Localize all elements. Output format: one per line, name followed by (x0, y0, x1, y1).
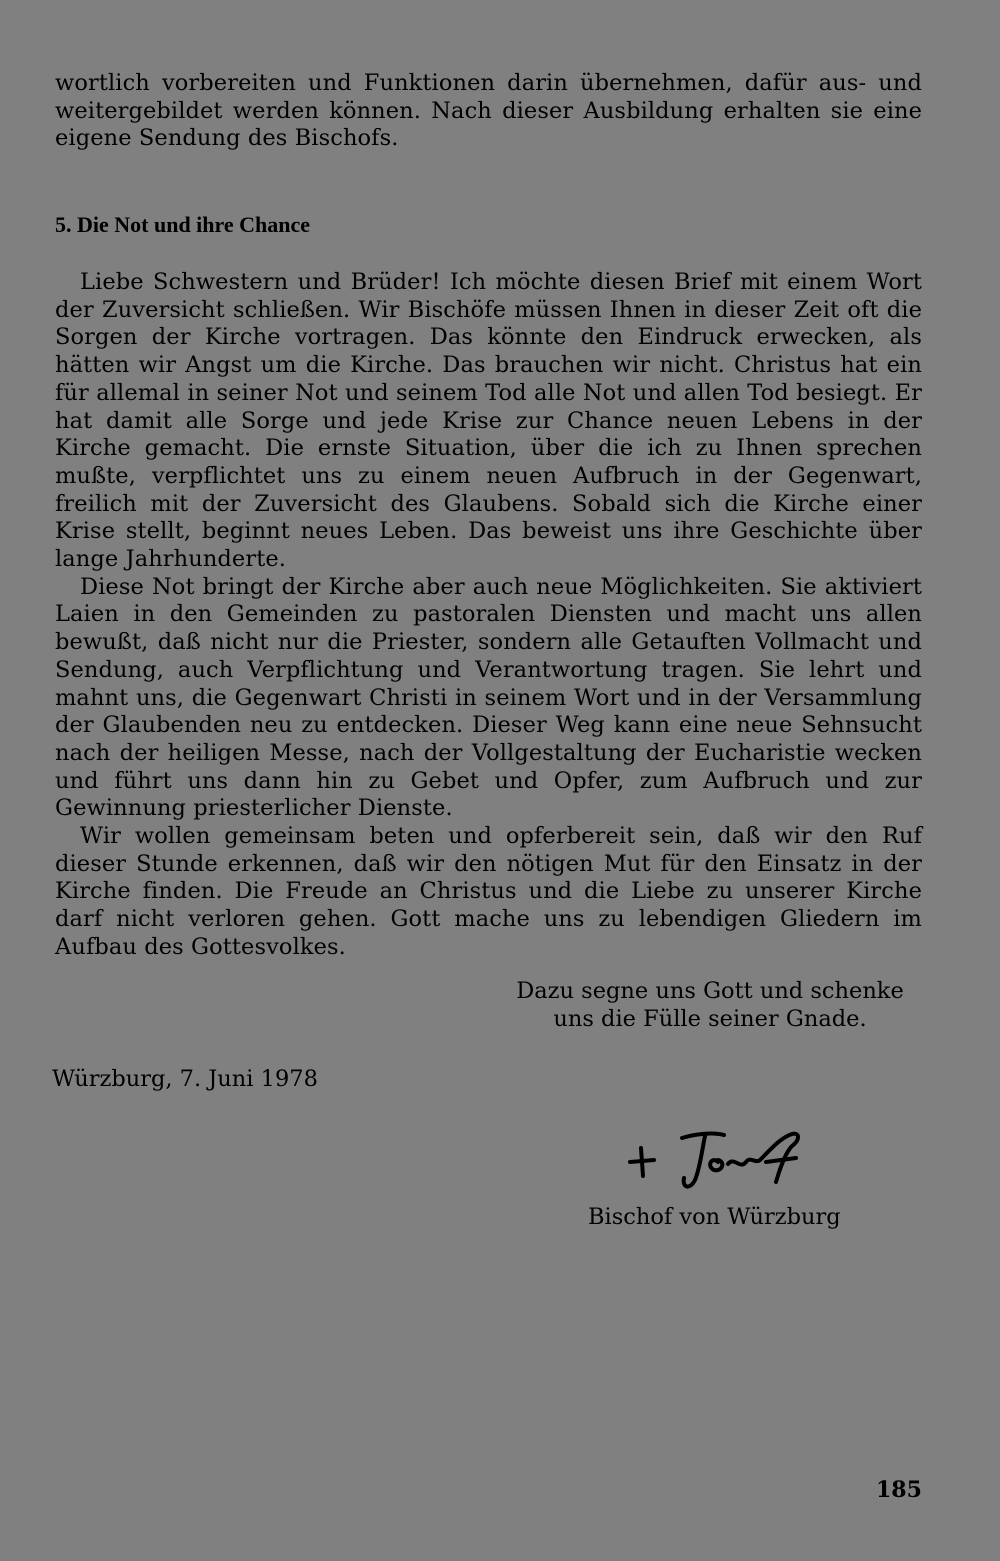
section-body (55, 269, 922, 962)
closing-blessing (500, 977, 920, 1033)
section-heading: 5. Die Not und ihre Chance (55, 212, 311, 237)
signer-title: Bischof von Würzburg (588, 1204, 841, 1230)
paragraph-1: Liebe Schwestern und Brüder! Ich möchte diesen Brief mit einem Wort der Zuversicht schließen. Wir Bischöfe müssen Ihnen in dieser Zeit oft die Sorgen der Kirche vortragen. Das könnte den Eindruck erwecken, als hätten wir Angst um die Kirche. Das brauchen wir nicht. Christus hat ein für allemal in seiner Not und seinem Tod alle Not und allen Tod besiegt. Er hat damit alle Sorge und jede Krise zur Chance neuen Lebens in der Kirche gemacht. Die ernste Situation, über die ich zu Ihnen sprechen mußte, verpflichtet uns zu einem neuen Aufbruch in der Gegenwart, freilich mit der Zuversicht des Glaubens. Sobald sich die Kirche einer Krise stellt, beginnt neues Leben. Das beweist uns ihre Geschichte über lange Jahrhunderte. (55, 269, 922, 573)
blessing-line-1: Dazu segne uns Gott und schenke (516, 978, 904, 1004)
blessing-line-2: uns die Fülle seiner Gnade. (553, 1006, 867, 1032)
paragraph-3: Wir wollen gemeinsam beten und opferbereit sein, daß wir den Ruf dieser Stunde erkennen, daß wir den nötigen Mut für den Einsatz in der Kirche finden. Die Freude an Christus und die Liebe zu unserer Kirche darf nicht verloren gehen. Gott mache uns zu lebendigen Gliedern im Aufbau des Gottesvolkes. (55, 823, 922, 960)
handwritten-signature (620, 1120, 820, 1200)
opening-paragraph-block (55, 70, 922, 153)
opening-paragraph: wortlich vorbereiten und Funktionen darin übernehmen, dafür aus- und weitergebildet werden können. Nach dieser Ausbildung erhalten sie eine eigene Sendung des Bischofs. (55, 70, 922, 152)
dateline: Würzburg, 7. Juni 1978 (52, 1066, 318, 1092)
paragraph-2: Diese Not bringt der Kirche aber auch neue Möglichkeiten. Sie aktiviert Laien in den Gemeinden zu pastoralen Diensten und macht uns allen bewußt, daß nicht nur die Priester, sondern alle Getauften Vollmacht und Sendung, auch Verpflichtung und Verantwortung tragen. Sie lehrt und mahnt uns, die Gegenwart Christi in seinem Wort und in der Versammlung der Glaubenden neu zu entdecken. Dieser Weg kann eine neue Sehnsucht nach der heiligen Messe, nach der Vollgestaltung der Eucharistie wecken und führt uns dann hin zu Gebet und Opfer, zum Aufbruch und zur Gewinnung priesterlicher Dienste. (55, 573, 922, 822)
page-number: 185 (876, 1477, 922, 1503)
